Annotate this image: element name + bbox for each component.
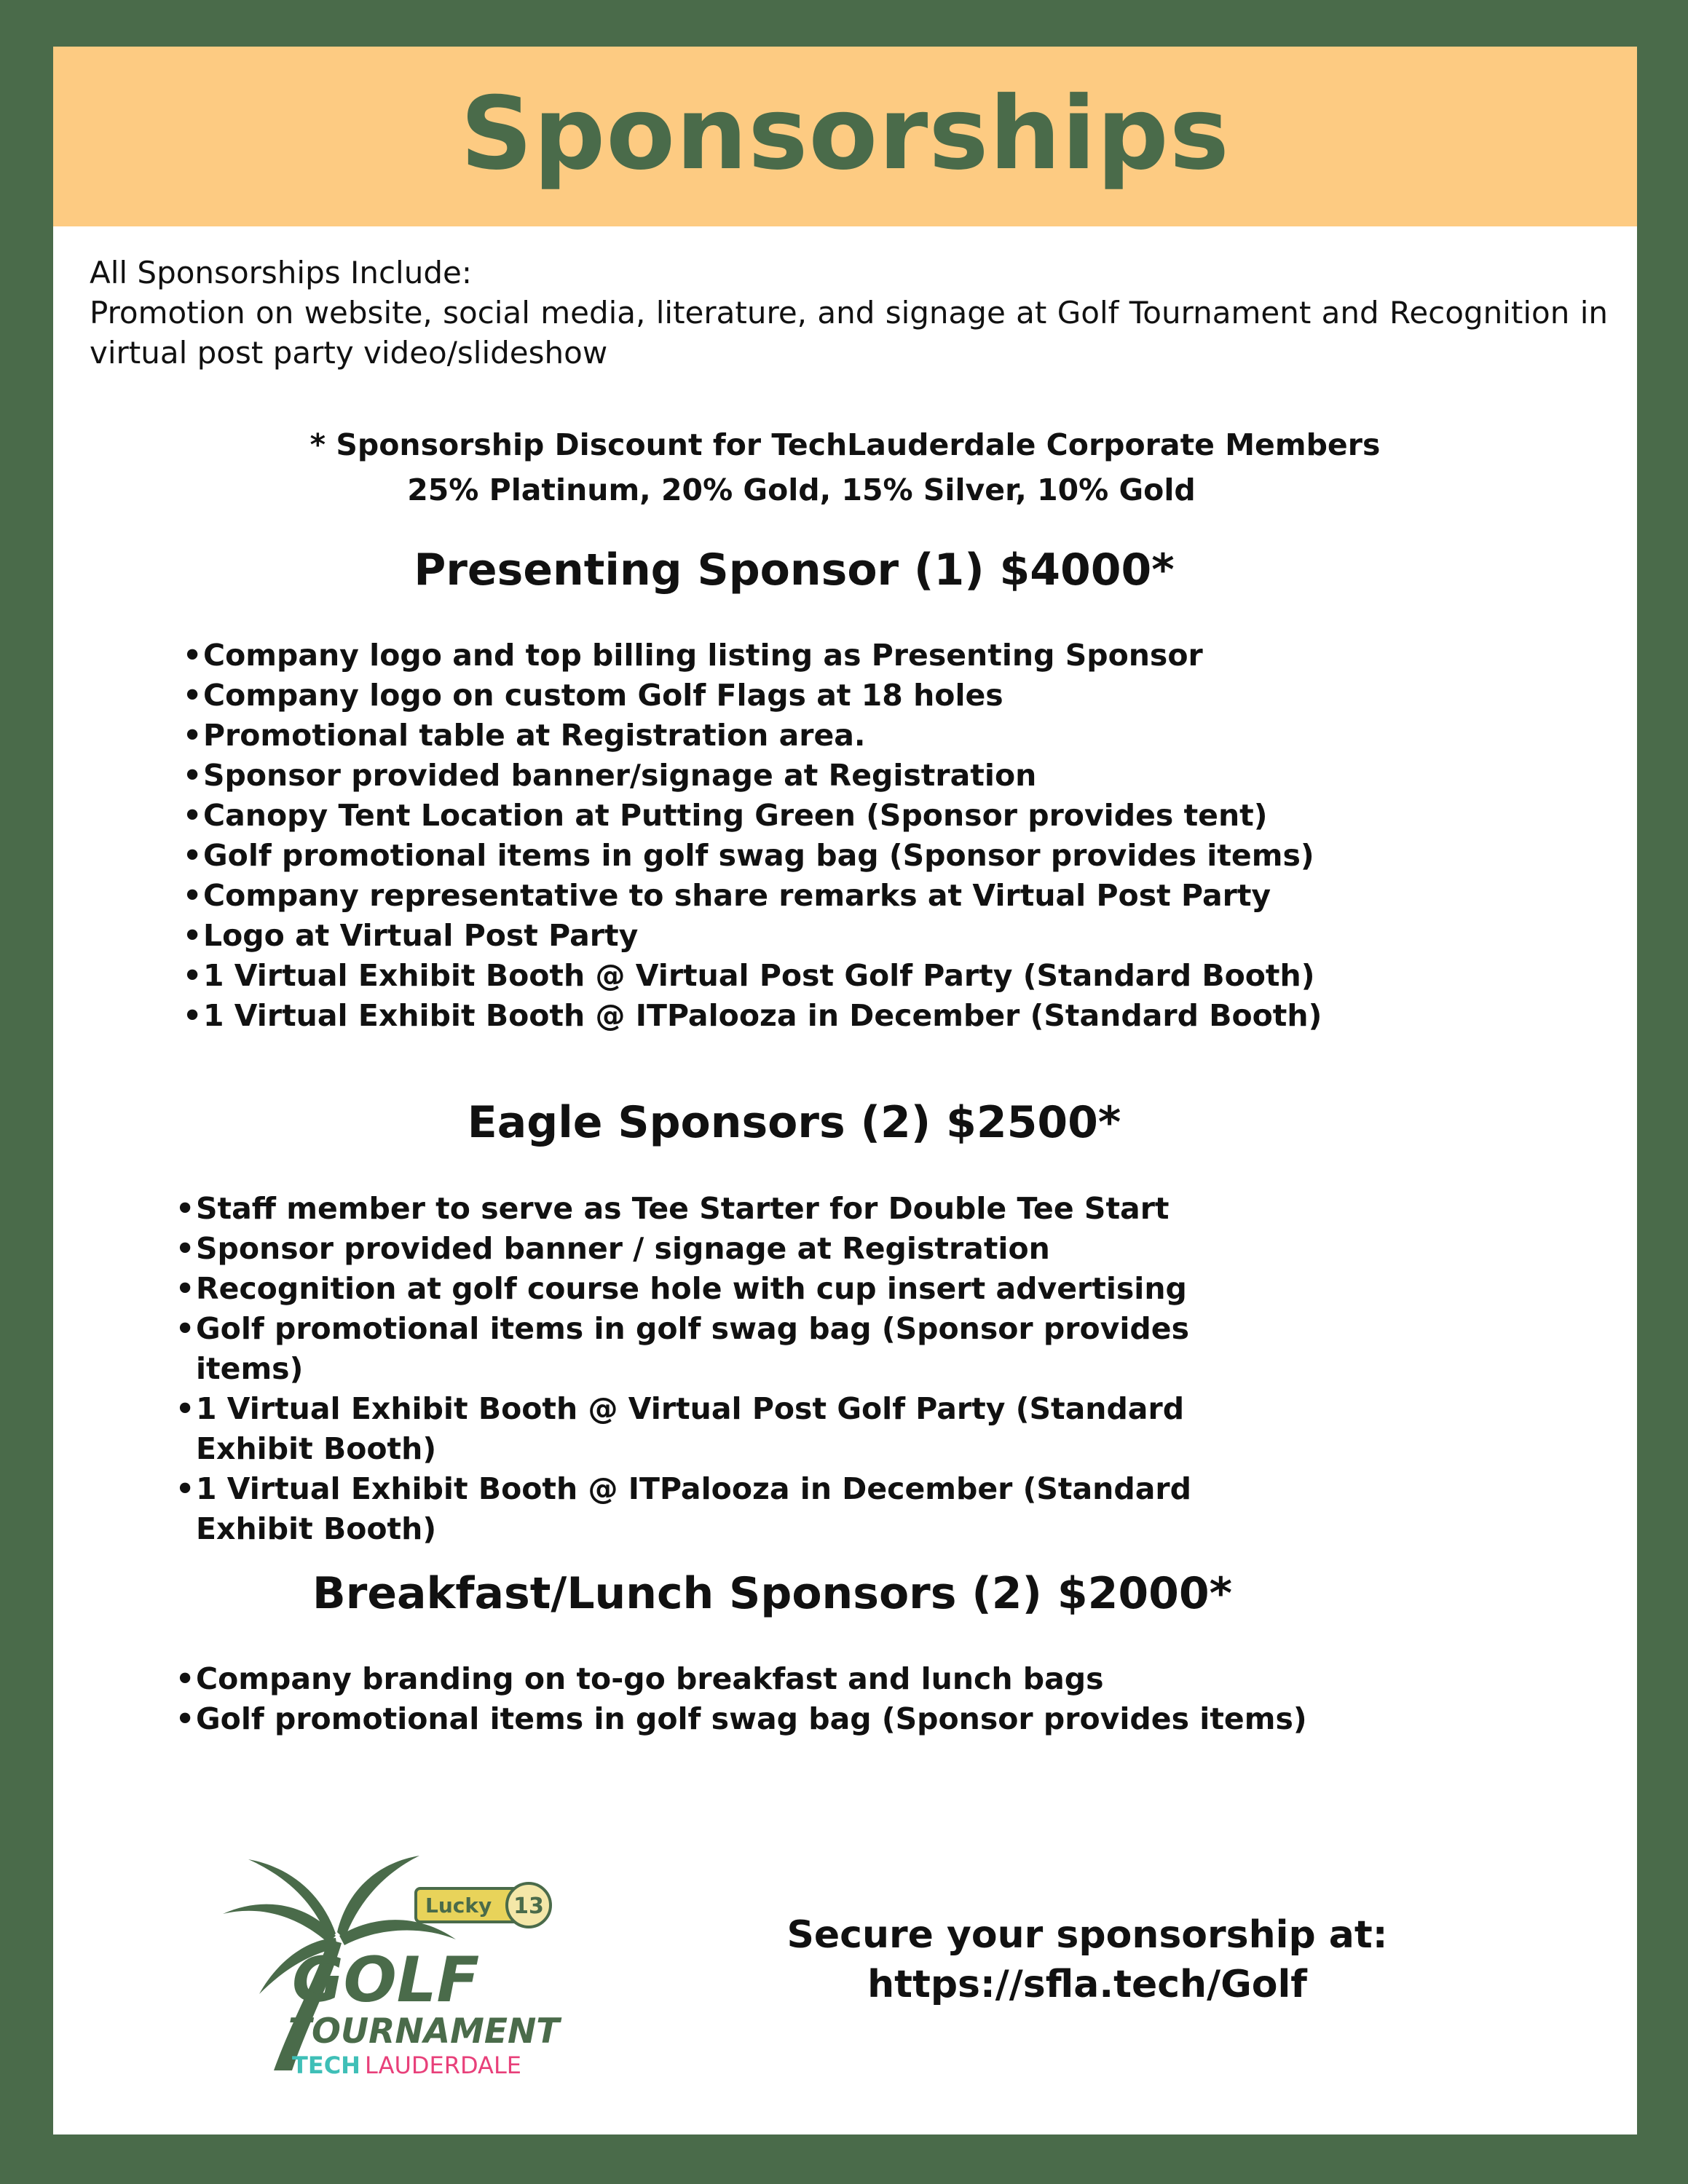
logo-brand-tech: TECH	[292, 2052, 360, 2079]
logo-badge-text: Lucky	[425, 1894, 492, 1918]
list-item: • Golf promotional items in golf swag bag (Sponsor provides items)	[175, 1699, 1341, 1739]
title-banner	[53, 47, 1637, 226]
palm-tree-icon	[219, 1852, 612, 2100]
list-item: • Sponsor provided banner / signage at Registration	[175, 1229, 1253, 1269]
list-item: • Company representative to share remarks at Virtual Post Party	[183, 876, 1348, 916]
sponsorship-sheet	[53, 47, 1637, 2134]
discount-rates: 25% Platinum, 20% Gold, 15% Silver, 10% Gold	[407, 472, 1196, 507]
list-item: • Sponsor provided banner/signage at Registration	[183, 756, 1348, 796]
sponsorship-link[interactable]: https://sfla.tech/Golf	[867, 1963, 1307, 2006]
breakfast-lunch-sponsor-heading: Breakfast/Lunch Sponsors (2) $2000*	[312, 1568, 1232, 1619]
logo-brand-lauderdale: LAUDERDALE	[365, 2052, 521, 2079]
list-item: • Staff member to serve as Tee Starter for Double Tee Start	[175, 1189, 1253, 1229]
list-item: • Company logo and top billing listing as Presenting Sponsor	[183, 636, 1348, 676]
intro-heading: All Sponsorships Include:	[90, 255, 472, 290]
discount-note: * Sponsorship Discount for TechLauderdale Corporate Members	[309, 427, 1381, 462]
cta-text: Secure your sponsorship at:	[786, 1913, 1388, 1957]
list-item: • 1 Virtual Exhibit Booth @ Virtual Post Golf Party (Standard Booth)	[183, 956, 1348, 996]
list-item: • 1 Virtual Exhibit Booth @ Virtual Post Golf Party (Standard Exhibit Booth)	[175, 1389, 1253, 1469]
list-item: • Company logo on custom Golf Flags at 18 holes	[183, 676, 1348, 716]
golf-tournament-logo	[219, 1852, 612, 2100]
list-item: • Canopy Tent Location at Putting Green (Sponsor provides tent)	[183, 796, 1348, 836]
list-item: • Logo at Virtual Post Party	[183, 916, 1348, 956]
list-item: • 1 Virtual Exhibit Booth @ ITPalooza in December (Standard Exhibit Booth)	[175, 1469, 1253, 1549]
eagle-sponsor-heading: Eagle Sponsors (2) $2500*	[467, 1097, 1121, 1148]
presenting-benefits-list	[183, 636, 1348, 1036]
breakfast-lunch-benefits-list	[175, 1659, 1341, 1739]
list-item: • Company branding on to-go breakfast and lunch bags	[175, 1659, 1341, 1699]
logo-badge-number: 13	[513, 1894, 544, 1919]
eagle-benefits-list	[175, 1189, 1253, 1549]
intro-description: Promotion on website, social media, literature, and signage at Golf Tournament and Recognition in virtual post party video/slideshow	[90, 295, 1608, 371]
presenting-sponsor-heading: Presenting Sponsor (1) $4000*	[414, 545, 1175, 596]
list-item: • Golf promotional items in golf swag bag (Sponsor provides items)	[175, 1309, 1253, 1389]
list-item: • Recognition at golf course hole with cup insert advertising	[175, 1269, 1253, 1309]
page-title: Sponsorships	[460, 75, 1230, 192]
call-to-action	[716, 1910, 1459, 2009]
list-item: • Promotional table at Registration area.	[183, 716, 1348, 756]
list-item: • Golf promotional items in golf swag bag (Sponsor provides items)	[183, 836, 1348, 876]
logo-word-golf: GOLF	[292, 1944, 480, 2017]
list-item: • 1 Virtual Exhibit Booth @ ITPalooza in December (Standard Booth)	[183, 996, 1348, 1036]
logo-word-tournament: TOURNAMENT	[288, 2011, 560, 2052]
